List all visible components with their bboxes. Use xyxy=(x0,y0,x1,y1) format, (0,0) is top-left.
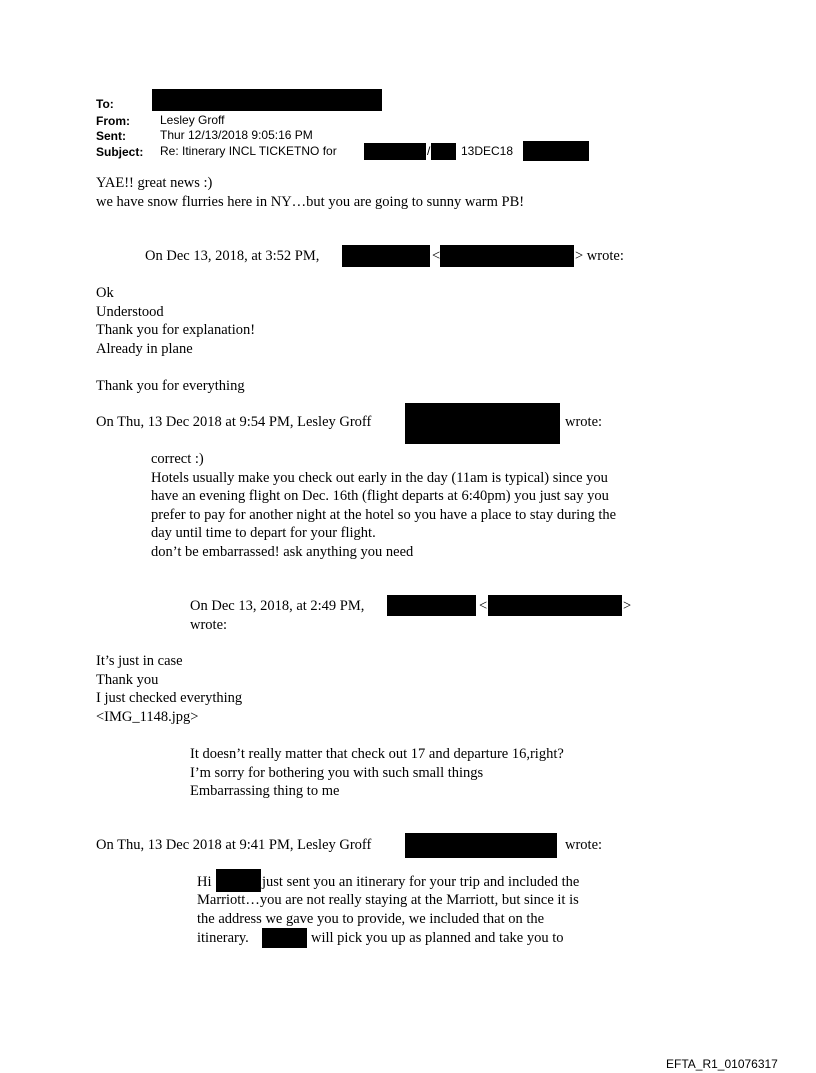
quote1-line xyxy=(96,358,255,377)
quote4-line1: just sent you an itinerary for your trip and included the xyxy=(262,874,580,890)
quote2-line: don’t be embarrassed! ask anything you need xyxy=(151,543,414,560)
redaction-q4-email xyxy=(405,833,557,858)
document-id: EFTA_R1_01076317 xyxy=(666,1057,778,1071)
subject-date: 13DEC18 xyxy=(461,144,514,158)
quote1-wrote: > wrote: xyxy=(575,248,624,264)
redaction-q4-driver xyxy=(262,928,307,948)
quote2-line: correct :) xyxy=(151,451,204,467)
from-label: From: xyxy=(96,114,130,128)
quote2-body xyxy=(151,450,616,561)
quote4-header: On Thu, 13 Dec 2018 at 9:41 PM, Lesley Groff xyxy=(96,837,372,853)
redaction-q1-email xyxy=(440,245,574,267)
quote1-body xyxy=(96,284,255,395)
reply-body xyxy=(96,174,524,211)
redaction-subject-3 xyxy=(523,141,589,161)
quote2-line: prefer to pay for another night at the hotel so you have a place to stay during the xyxy=(151,506,617,523)
quote4-line4-rest: will pick you up as planned and take you to xyxy=(311,930,564,946)
quote2-header: On Thu, 13 Dec 2018 at 9:54 PM, Lesley Groff xyxy=(96,414,372,430)
quote4-wrote: wrote: xyxy=(565,837,603,853)
quote3-line: I just checked everything xyxy=(96,690,243,706)
quote2-line: Hotels usually make you check out early in the day (11am is typical) since you xyxy=(151,469,608,486)
subject-prefix: Re: Itinerary INCL TICKETNO for xyxy=(160,144,337,158)
quote2-line: day until time to depart for your flight. xyxy=(151,525,376,541)
quote4-line3: the address we gave you to provide, we included that on the xyxy=(197,911,545,927)
subject-slash: / xyxy=(427,144,431,158)
redaction-q1-name xyxy=(342,245,430,267)
subject-label: Subject: xyxy=(96,145,144,159)
quote3-header: On Dec 13, 2018, at 2:49 PM, xyxy=(190,598,365,614)
sent-label: Sent: xyxy=(96,129,126,143)
from-value: Lesley Groff xyxy=(160,113,225,127)
redaction-subject-2 xyxy=(431,143,456,160)
quote3-wrote: wrote: xyxy=(190,617,228,633)
redaction-q3-email xyxy=(488,595,622,616)
quote1-line: Ok xyxy=(96,285,114,301)
quote3-indented-line: It doesn’t really matter that check out 17 and departure 16,right? xyxy=(190,746,564,762)
quote4-hi: Hi xyxy=(197,874,212,890)
quote2-line: have an evening flight on Dec. 16th (flight departs at 6:40pm) you just say you xyxy=(151,488,609,504)
redaction-q4-name xyxy=(216,869,261,892)
quote1-line: Already in plane xyxy=(96,340,193,357)
quote1-line: Understood xyxy=(96,303,164,320)
quote3-gt: > xyxy=(623,598,632,614)
quote3-lt: < xyxy=(479,598,488,614)
quote1-line: Thank you for explanation! xyxy=(96,322,256,338)
reply-line: we have snow flurries here in NY…but you are going to sunny warm PB! xyxy=(96,193,525,210)
quote3-indented-line: I’m sorry for bothering you with such small things xyxy=(190,764,484,781)
quote3-line: <IMG_1148.jpg> xyxy=(96,708,199,725)
quote1-lt: < xyxy=(432,248,441,264)
quote2-wrote: wrote: xyxy=(565,414,603,430)
quote3-body xyxy=(96,652,242,726)
sent-value: Thur 12/13/2018 9:05:16 PM xyxy=(160,128,313,142)
reply-line: YAE!! great news :) xyxy=(96,175,213,191)
to-label: To: xyxy=(96,97,114,111)
quote3-indented-line: Embarrassing thing to me xyxy=(190,783,340,799)
quote1-line: Thank you for everything xyxy=(96,377,245,394)
redaction-q2-email xyxy=(405,403,560,444)
quote4-line2: Marriott…you are not really staying at the Marriott, but since it is xyxy=(197,892,579,908)
quote3-line: It’s just in case xyxy=(96,653,183,669)
quote3-line: Thank you xyxy=(96,671,159,688)
redaction-q3-name xyxy=(387,595,476,616)
redaction-subject-1 xyxy=(364,143,426,160)
quote4-line4-start: itinerary. xyxy=(197,930,249,946)
quote1-header: On Dec 13, 2018, at 3:52 PM, xyxy=(145,248,320,264)
redaction-to xyxy=(152,89,382,111)
quote3-indented-body xyxy=(190,745,564,801)
